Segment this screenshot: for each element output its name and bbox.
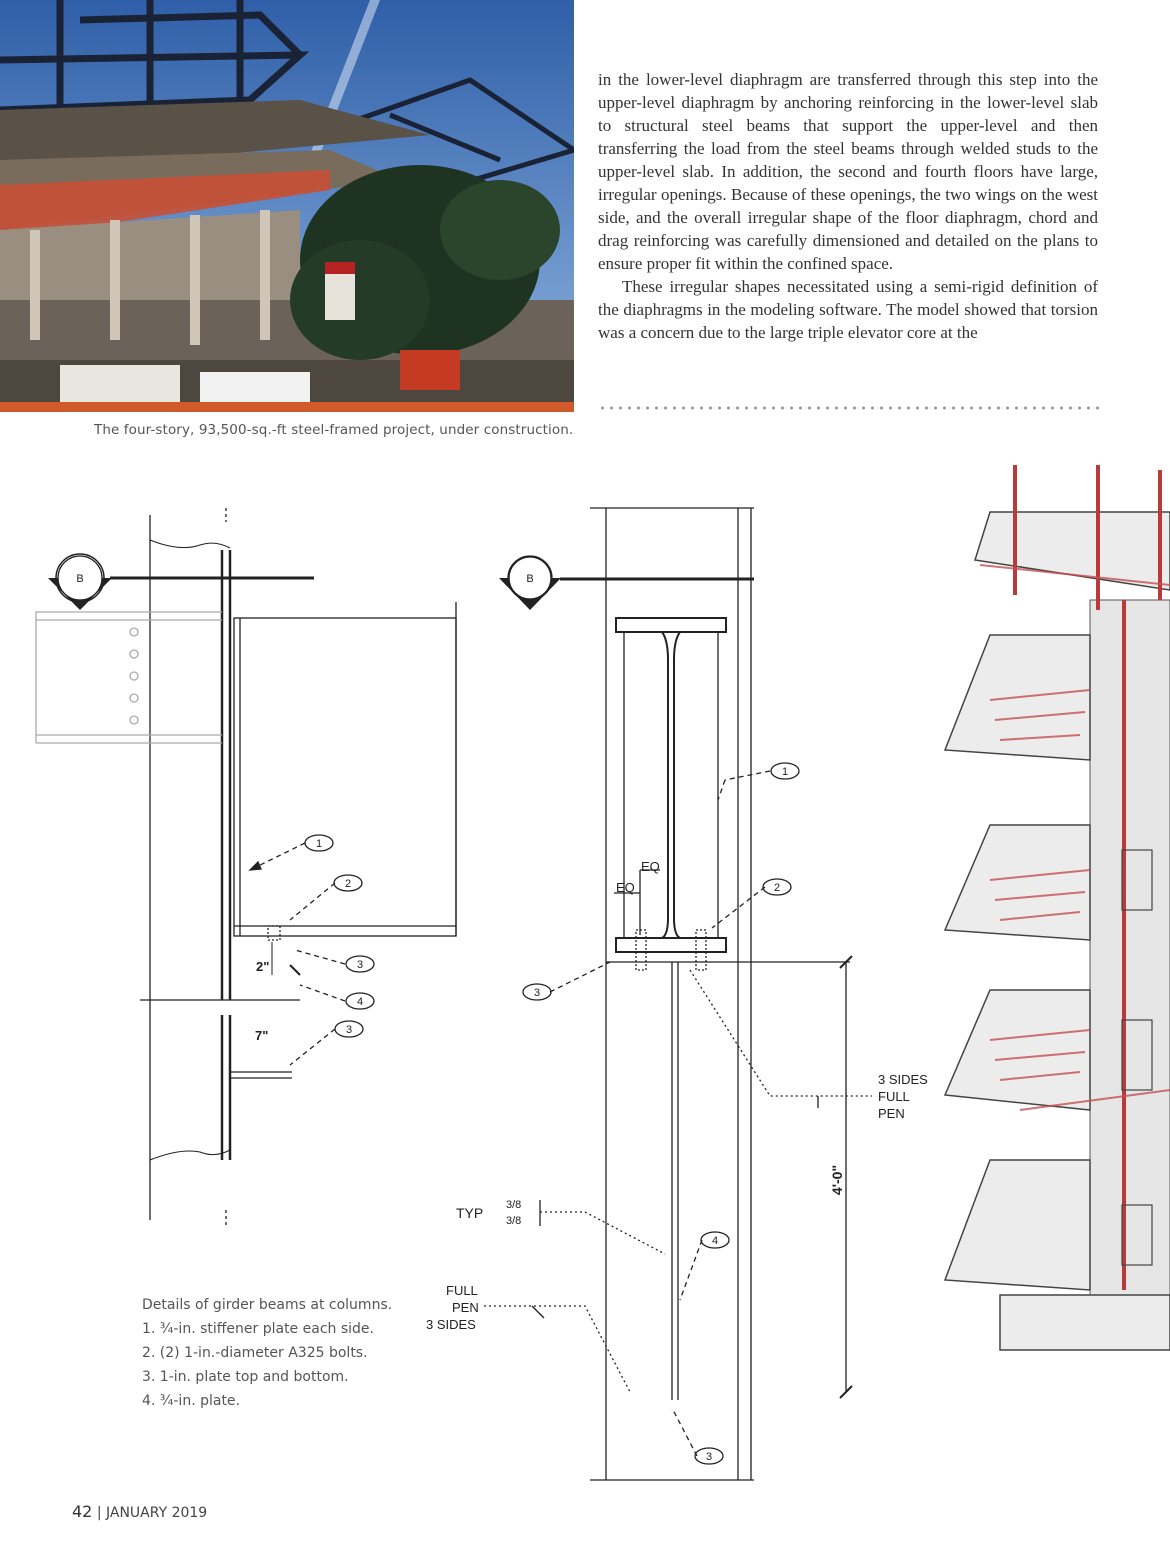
dimension-7in: 7" xyxy=(255,1028,269,1043)
construction-photo xyxy=(0,0,574,412)
weld-note-pen: PEN xyxy=(878,1106,905,1121)
weld-note-left-pen: PEN xyxy=(452,1300,479,1315)
figure-notes xyxy=(142,1293,442,1413)
section-tag-b-right: B xyxy=(526,573,534,585)
3d-structural-model xyxy=(945,465,1170,1350)
eq-label-upper: EQ xyxy=(641,859,660,874)
callout-4-right: 4 xyxy=(711,1235,719,1247)
callout-2-right: 2 xyxy=(773,882,781,894)
figure-note-item: 3. 1-in. plate top and bottom. xyxy=(142,1369,349,1385)
figure-note-item: 2. (2) 1-in.-diameter A325 bolts. xyxy=(142,1345,368,1361)
right-detail-drawing xyxy=(484,508,872,1480)
weld-note-left-full: FULL xyxy=(446,1283,478,1298)
figure-note-item: 1. ¾-in. stiffener plate each side. xyxy=(142,1321,374,1337)
callout-4-left: 4 xyxy=(356,996,364,1008)
dimension-2in: 2" xyxy=(256,959,270,974)
dotted-divider xyxy=(598,404,1100,412)
page-footer xyxy=(72,1502,207,1521)
weld-size-bottom: 3/8 xyxy=(506,1215,522,1227)
weld-note-3-sides: 3 SIDES xyxy=(878,1072,928,1087)
weld-note-left-3-sides: 3 SIDES xyxy=(426,1317,476,1332)
left-detail-drawing xyxy=(36,508,456,1226)
article-paragraph: in the lower-level diaphragm are transferred through this step into the upper-level diaphragm by anchoring reinforcing in the lower-level slab to structural steel beams that support the upper-level and then transferring the load from the steel beams through welded studs to the upper-level slab. In addition, the second and fourth floors have large, irregular openings. Because of these openings, the two wings on the west side, and the overall irregular shape of the floor diaphragm, chord and drag reinforcing was carefully dimensioned and detailed on the plans to ensure proper fit within the confined space. xyxy=(598,70,1098,273)
issue-date: JANUARY 2019 xyxy=(105,1505,208,1521)
photo-caption: The four-story, 93,500-sq.-ft steel-framed project, under construction. xyxy=(94,422,574,438)
eq-label-lower: EQ xyxy=(616,880,635,895)
footer-separator: | xyxy=(96,1505,102,1521)
dimension-4ft: 4'-0" xyxy=(829,1164,845,1196)
callout-3b-right: 3 xyxy=(705,1451,713,1463)
callout-2-left: 2 xyxy=(344,878,352,890)
article-body xyxy=(598,68,1098,344)
weld-typ-label: TYP xyxy=(456,1205,484,1221)
article-paragraph: These irregular shapes necessitated using a semi-rigid definition of the diaphragms in the modeling software. The model showed that torsion was a concern due to the large triple elevator core at the xyxy=(598,277,1098,342)
callout-3-right: 3 xyxy=(533,987,541,999)
callout-3b-left: 3 xyxy=(345,1024,353,1036)
figure-notes-title: Details of girder beams at columns. xyxy=(142,1297,393,1313)
weld-note-full: FULL xyxy=(878,1089,910,1104)
callout-3-left: 3 xyxy=(356,959,364,971)
callout-1-left: 1 xyxy=(315,838,323,850)
section-tag-b-left: B xyxy=(76,573,84,585)
figure-note-item: 4. ¾-in. plate. xyxy=(142,1393,240,1409)
weld-size-top: 3/8 xyxy=(506,1199,522,1211)
page-number: 42 xyxy=(72,1502,93,1521)
callout-1-right: 1 xyxy=(781,766,789,778)
